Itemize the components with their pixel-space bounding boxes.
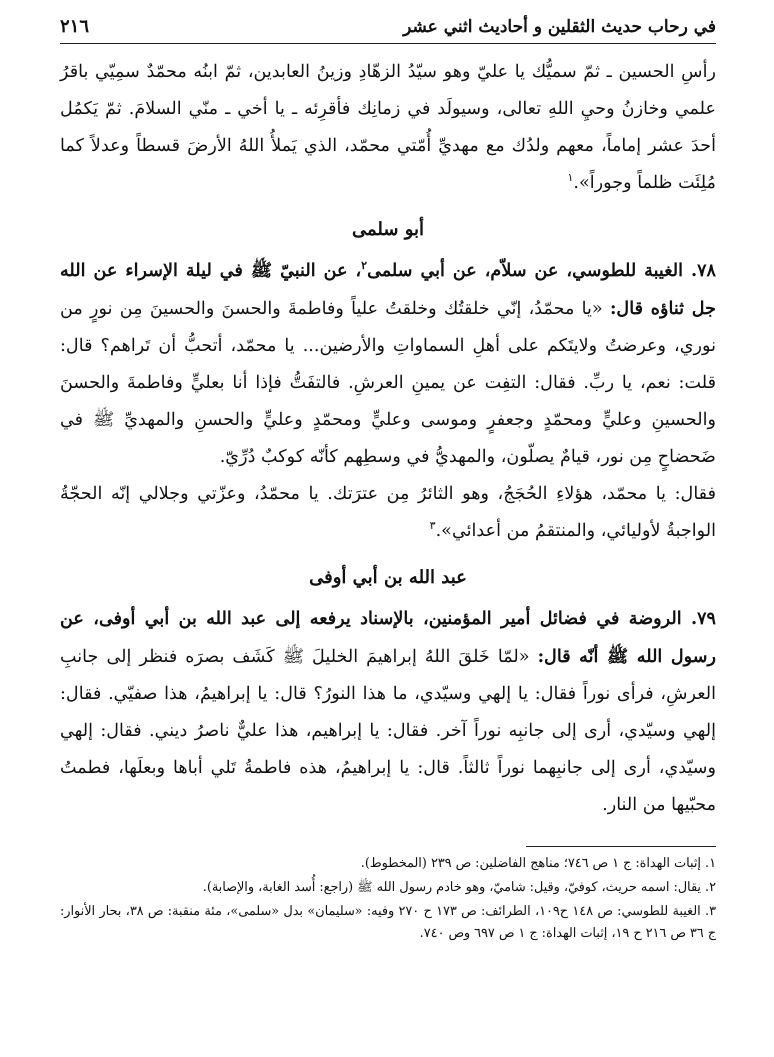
footnote-2: ٢. يقال: اسمه حريث، كوفيّ، وقيل: شاميّ، وهو خادم رسول الله ﷺ (راجع: أُسد الغابة، والإصابة). [202,880,716,895]
section-heading-abu-salma: أبو سلمى [351,219,425,240]
footnote-ref-2: ٢ [361,259,368,273]
hadith-78-continued [60,476,716,550]
page-number: ٢١٦ [60,16,90,37]
footnotes [60,853,716,945]
footnote-divider [526,846,716,847]
hadith-78 [60,252,716,476]
hadith-78-text: «يا محمّدُ، إنّي خلقتُك وخلقتُ علياً وفاطمةَ والحسنَ والحسينَ مِن نورٍ من نوري، وعرضتُ ولايتَكم على أهلِ السماواتِ والأرضين... يا محمّد، أتحبُّ أن تَراهم؟ قال: قلت: نعم، يا ربِّ. فقال: التفِت عن يمينِ العرشِ. فالتفَتُّ فإذا أنا بعليٍّ وفاطمةَ والحسنَ والحسينِ وعليٍّ ومحمّدٍ وجعفرٍ وموسى وعليٍّ ومحمّدٍ وعليٍّ والحسنِ والمهديِّ ﷺ في ضَحضاحٍ مِن نور، قيامٌ يصلّون، والمهديُّ في وسطِهم كأنّه كوكبٌ دُرِّيّ. [60,299,716,467]
intro-text: رأسِ الحسين ـ ثمّ سميُّك يا عليّ وهو سيّدُ الزهّادِ وزينُ العابدين، ثمّ ابنُه محمّدٌ سمِيّي باقرُ علمي وخازنُ وحيِ اللهِ تعالى، وسيولَد في زمانِك فأقرِئه ـ يا أخي ـ منّي السلامَ. ثمّ يَكمُل أحدَ عشر إماماً، معهم ولدُك مع مهديِّ أُمّتي محمّد، الذي يَملأُ اللهُ الأرضَ قسطاً وعدلاً كما مُلِئَت ظلماً وجوراً». [60,62,716,193]
intro-paragraph [60,54,716,202]
hadith-79 [60,600,716,824]
section-heading-abdullah: عبد الله بن أبي أوفى [309,567,467,588]
hadith-78-lead: ٧٨. الغيبة للطوسي، عن سلاّم، عن أبي سلمى [367,260,716,281]
running-title: في رحاب حديث الثقلين و أحاديث اثني عشر [403,17,716,37]
hadith-78-lead-rest: ، عن النبيّ ﷺ في ليلة الإسراء عن الله جل ثناؤه قال: [60,260,717,319]
footnote-1: ١. إثبات الهداة: ج ١ ص ٧٤٦؛ مناهج الفاضلين: ص ٢٣٩ (المخطوط). [360,856,716,871]
footnote-ref-1: ١ [567,171,574,185]
footnote-3: ٣. الغيبة للطوسي: ص ١٤٨ ح١٠٩، الطرائف: ص ١٧٣ ح ٢٧٠ وفيه: «سليمان» بدل «سلمى»، مئة منقبة: ص ٣٨، بحار الأنوار: ج ٣٦ ص ٢١٦ ح ١٩، إثبات الهداة: ج ١ ص ٦٩٧ وص ٧٤٠. [60,904,716,941]
footnote-ref-3: ٣ [429,519,436,533]
hadith-79-text: «لمّا خَلقَ اللهُ إبراهيمَ الخليلَ ﷺ كَشَف بصرَه فنظر إلى جانبِ العرشِ، فرأى نوراً فقال: يا إلهي وسيّدي، ما هذا النورُ؟ قال: يا إبراهيمُ، هذا صفيّي. فقال: إلهي وسيّدي، أرى إلى جانبِه نوراً آخر. فقال: يا إبراهيم، هذا عليٌّ ناصرُ ديني. فقال: إلهي وسيّدي، أرى إلى جانبِهما نوراً ثالثاً. قال: يا إبراهيمُ، هذه فاطمةُ تَلي أباها وبعلَها، فطمتُ محبّيها من النار. [60,647,716,815]
hadith-78-text-2: فقال: يا محمّد، هؤلاءِ الحُجَجُ، وهو الثائرُ مِن عترَتك. يا محمّدُ، وعزّتي وجلالي إنّه الحجّةُ الواجبةُ لأوليائي، والمنتقمُ من أعدائي». [60,484,716,541]
hadith-79-lead: ٧٩. الروضة في فضائل أمير المؤمنين، بالإسناد يرفعه إلى عبد الله بن أبي أوفى، عن رسول الله ﷺ أنّه قال: [60,608,717,667]
main-text [60,54,716,824]
running-header [60,16,716,44]
